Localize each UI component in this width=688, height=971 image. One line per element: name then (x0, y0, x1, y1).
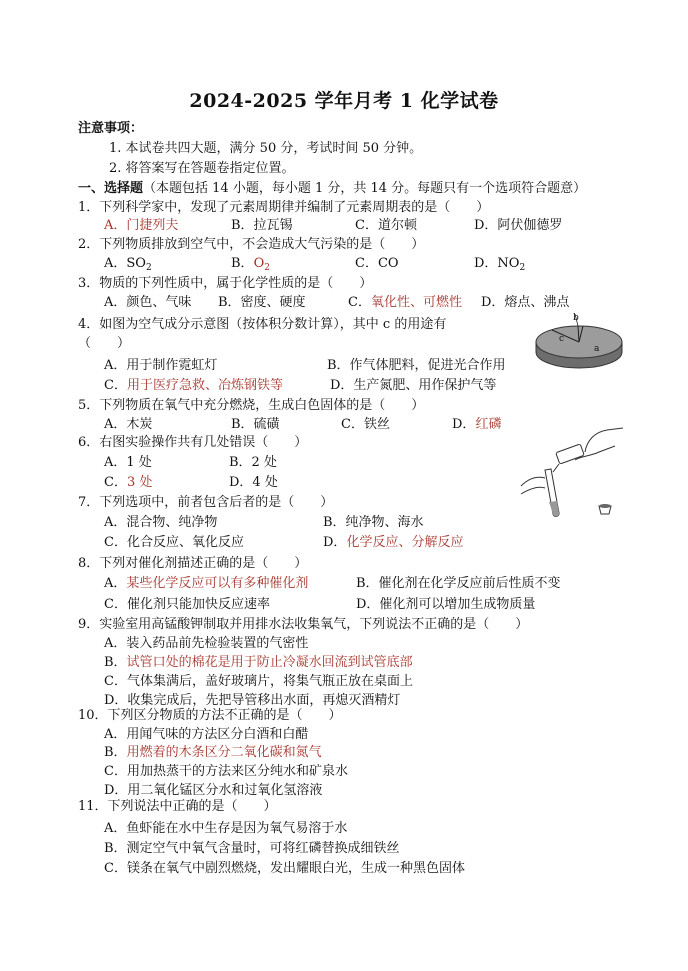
question-6-option-b: B．2 处 (229, 455, 277, 470)
question-2-option-c: C．CO (355, 256, 399, 271)
question-4-option-a: A．用于制作霓虹灯 (104, 358, 218, 373)
stopper-top (599, 504, 611, 508)
question-9-option-b: B．试管口处的棉花是用于防止冷凝水回流到试管底部 (104, 655, 413, 670)
question-9-option-d: D．收集完成后，先把导管移出水面，再熄灭酒精灯 (104, 693, 401, 708)
question-5-option-b: B．硫磺 (231, 417, 280, 432)
figure-label-a: a (594, 344, 600, 354)
note-item-1: 1. 本试卷共四大题，满分 50 分，考试时间 50 分钟。 (109, 141, 423, 156)
question-5-option-d: D．红磷 (452, 417, 502, 432)
question-4-stem: 4．如图为空气成分示意图（按体积分数计算），其中 c 的用途有 (78, 317, 447, 332)
question-4-option-b: B．作气体肥料，促进光合作用 (327, 358, 506, 373)
air-composition-figure (534, 310, 624, 380)
question-1-option-d: D．阿伏伽德罗 (474, 218, 563, 233)
question-1-stem: 1．下列科学家中，发现了元素周期律并编制了元素周期表的是（ ） (78, 200, 490, 215)
question-8-option-b: B．催化剂在化学反应前后性质不变 (356, 576, 561, 591)
question-9-stem: 9．实验室用高锰酸钾制取并用排水法收集氧气，下列说法不正确的是（ ） (78, 617, 529, 632)
question-4-option-d: D．生产氮肥、用作保护气等 (330, 378, 497, 393)
question-9-option-a: A．装入药品前先检验装置的气密性 (104, 636, 309, 651)
question-7-option-c: C．化合反应、氧化反应 (104, 535, 244, 550)
question-5-option-a: A．木炭 (104, 417, 153, 432)
question-6-stem: 6．右图实验操作共有几处错误（ ） (78, 435, 308, 450)
question-7-stem: 7．下列选项中，前者包含后者的是（ ） (78, 495, 334, 510)
question-7-option-b: B．纯净物、海水 (323, 515, 424, 530)
figure-label-b: b (573, 313, 579, 323)
question-5-stem: 5．下列物质在氧气中充分燃烧，生成白色固体的是（ ） (78, 398, 425, 413)
pour-stream (553, 464, 559, 472)
exam-title: 2024-2025 学年月考 1 化学试卷 (189, 90, 499, 112)
question-6-option-c: C．3 处 (104, 475, 153, 490)
question-11-option-a: A．鱼虾能在水中生存是因为氧气易溶于水 (104, 821, 348, 836)
section-heading (78, 180, 586, 198)
question-4-option-c: C．用于医疗急救、冶炼钢铁等 (104, 378, 283, 393)
question-8-stem: 8．下列对催化剂描述正确的是（ ） (78, 556, 308, 571)
question-2-option-b: B．$O_2$ (231, 256, 270, 273)
reagent-bottle (556, 444, 585, 464)
left-hand-outline (521, 477, 545, 486)
section-prefix: 一、 (78, 181, 105, 196)
question-10-option-c: C．用加热蒸干的方法来区分纯水和矿泉水 (104, 764, 348, 779)
question-5-option-c: C．铁丝 (341, 417, 390, 432)
question-10-option-a: A．用闻气味的方法区分白酒和白醋 (104, 727, 309, 742)
question-2-option-a: A．$SO_2$ (104, 256, 152, 273)
question-8-option-c: C．催化剂只能加快反应速率 (104, 597, 270, 612)
figure-label-c: c (559, 334, 565, 344)
question-3-option-b: B．密度、硬度 (218, 295, 306, 310)
question-10-option-d: D．用二氧化锰区分水和过氧化氢溶液 (104, 783, 323, 798)
question-3-option-d: D．熔点、沸点 (481, 295, 570, 310)
section-desc: （本题包括 14 小题，每小题 1 分，共 14 分。每题只有一个选项符合题意） (143, 181, 587, 196)
hand-outline-top (585, 428, 623, 452)
note-item-2: 2. 将答案写在答题卷指定位置。 (109, 161, 295, 176)
question-3-option-a: A．颜色、气味 (104, 295, 192, 310)
pouring-experiment-figure (515, 422, 625, 522)
question-6-option-a: A．1 处 (104, 455, 152, 470)
question-11-option-b: B．测定空气中氧气含量时，可将红磷替换成细铁丝 (104, 841, 400, 856)
question-7-option-a: A．混合物、纯净物 (104, 515, 218, 530)
question-2-stem: 2．下列物质排放到空气中，不会造成大气污染的是（ ） (78, 237, 425, 252)
question-1-option-c: C．道尔顿 (355, 218, 417, 233)
question-3-option-c: C．氧化性、可燃性 (348, 295, 462, 310)
question-10-stem: 10．下列区分物质的方法不正确的是（ ） (78, 708, 342, 723)
question-8-option-a: A．某些化学反应可以有多种催化剂 (104, 576, 309, 591)
question-2-option-d: D．$NO_2$ (474, 256, 526, 273)
question-9-option-c: C．气体集满后，盖好玻璃片，将集气瓶正放在桌面上 (104, 674, 413, 689)
question-7-option-d: D．化学反应、分解反应 (323, 535, 464, 550)
question-11-stem: 11．下列说法中正确的是（ ） (78, 799, 277, 814)
question-1-option-b: B．拉瓦锡 (231, 218, 293, 233)
question-8-option-d: D．催化剂可以增加生成物质量 (356, 597, 536, 612)
question-3-stem: 3．物质的下列性质中，属于化学性质的是（ ） (78, 276, 373, 291)
question-10-option-b: B．用燃着的木条区分二氧化碳和氮气 (104, 745, 322, 760)
notes-heading: 注意事项： (78, 121, 144, 136)
question-11-option-c: C．镁条在氧气中剧烈燃烧，发出耀眼白光，生成一种黑色固体 (104, 861, 465, 876)
section-name: 选择题 (104, 181, 144, 196)
left-hand-outline-2 (521, 487, 545, 494)
question-4-stem-2: （ ） (78, 336, 131, 351)
question-1-option-a: A．门捷列夫 (104, 218, 179, 233)
question-6-option-d: D．4 处 (229, 475, 278, 490)
